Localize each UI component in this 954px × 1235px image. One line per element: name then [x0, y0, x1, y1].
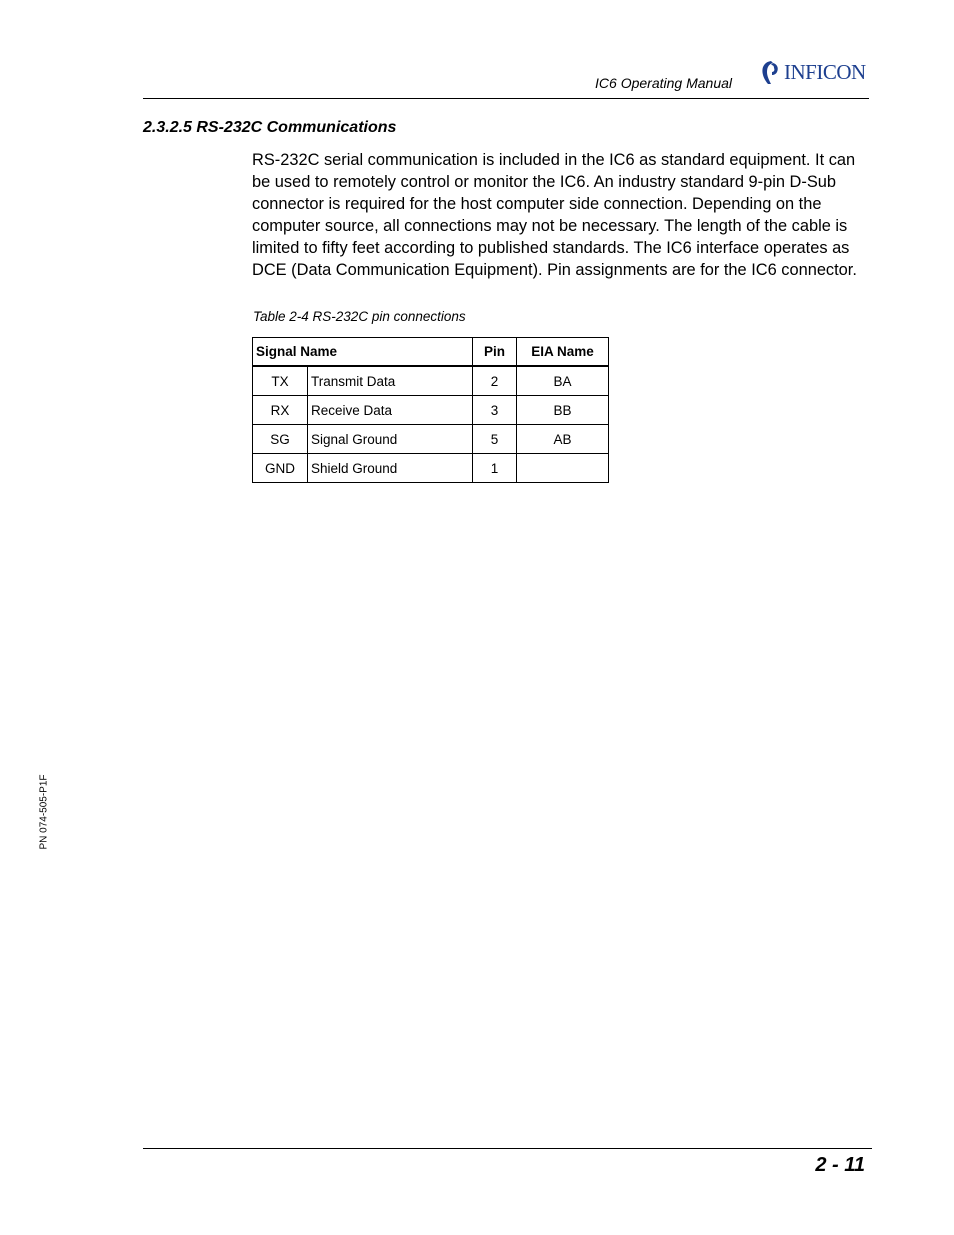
header-rule [143, 98, 869, 99]
header-pin: Pin [473, 338, 517, 367]
pin-number: 2 [473, 366, 517, 396]
pin-number: 3 [473, 396, 517, 425]
manual-title: IC6 Operating Manual [595, 75, 732, 91]
eia-name [517, 454, 609, 483]
signal-abbr: TX [253, 366, 308, 396]
table-row [253, 425, 609, 454]
signal-name: Shield Ground [308, 454, 473, 483]
table-row [253, 396, 609, 425]
table-row [253, 366, 609, 396]
header-eia-name: EIA Name [517, 338, 609, 367]
eia-name: BB [517, 396, 609, 425]
pin-connections-table [252, 337, 609, 483]
page-number: 2 - 11 [815, 1154, 865, 1176]
pin-number: 1 [473, 454, 517, 483]
footer-rule [143, 1148, 872, 1149]
signal-name: Receive Data [308, 396, 473, 425]
signal-name: Transmit Data [308, 366, 473, 396]
inficon-logo [760, 58, 866, 86]
signal-abbr: RX [253, 396, 308, 425]
signal-abbr: SG [253, 425, 308, 454]
body-paragraph: RS-232C serial communication is included in the IC6 as standard equipment. It can be used to remotely control or monitor the IC6. An industry standard 9-pin D-Sub connector is required for the host computer side connection. Depending on the computer source, all connections may not be necessary. The length of the cable is limited to fifty feet according to published standards. The IC6 interface operates as DCE (Data Communication Equipment). Pin assignments are for the IC6 connector. [252, 151, 857, 279]
signal-name: Signal Ground [308, 425, 473, 454]
section-heading: 2.3.2.5 RS-232C Communications [143, 119, 397, 136]
logo-wordmark: INFICON [784, 59, 866, 84]
eia-name: AB [517, 425, 609, 454]
eia-name: BA [517, 366, 609, 396]
inficon-logo-icon [760, 59, 782, 85]
header-signal-name: Signal Name [253, 338, 473, 367]
table-row [253, 454, 609, 483]
part-number: PN 074-505-P1F [38, 774, 50, 850]
signal-abbr: GND [253, 454, 308, 483]
pin-number: 5 [473, 425, 517, 454]
table-header-row [253, 338, 609, 367]
table-caption: Table 2-4 RS-232C pin connections [253, 309, 466, 324]
